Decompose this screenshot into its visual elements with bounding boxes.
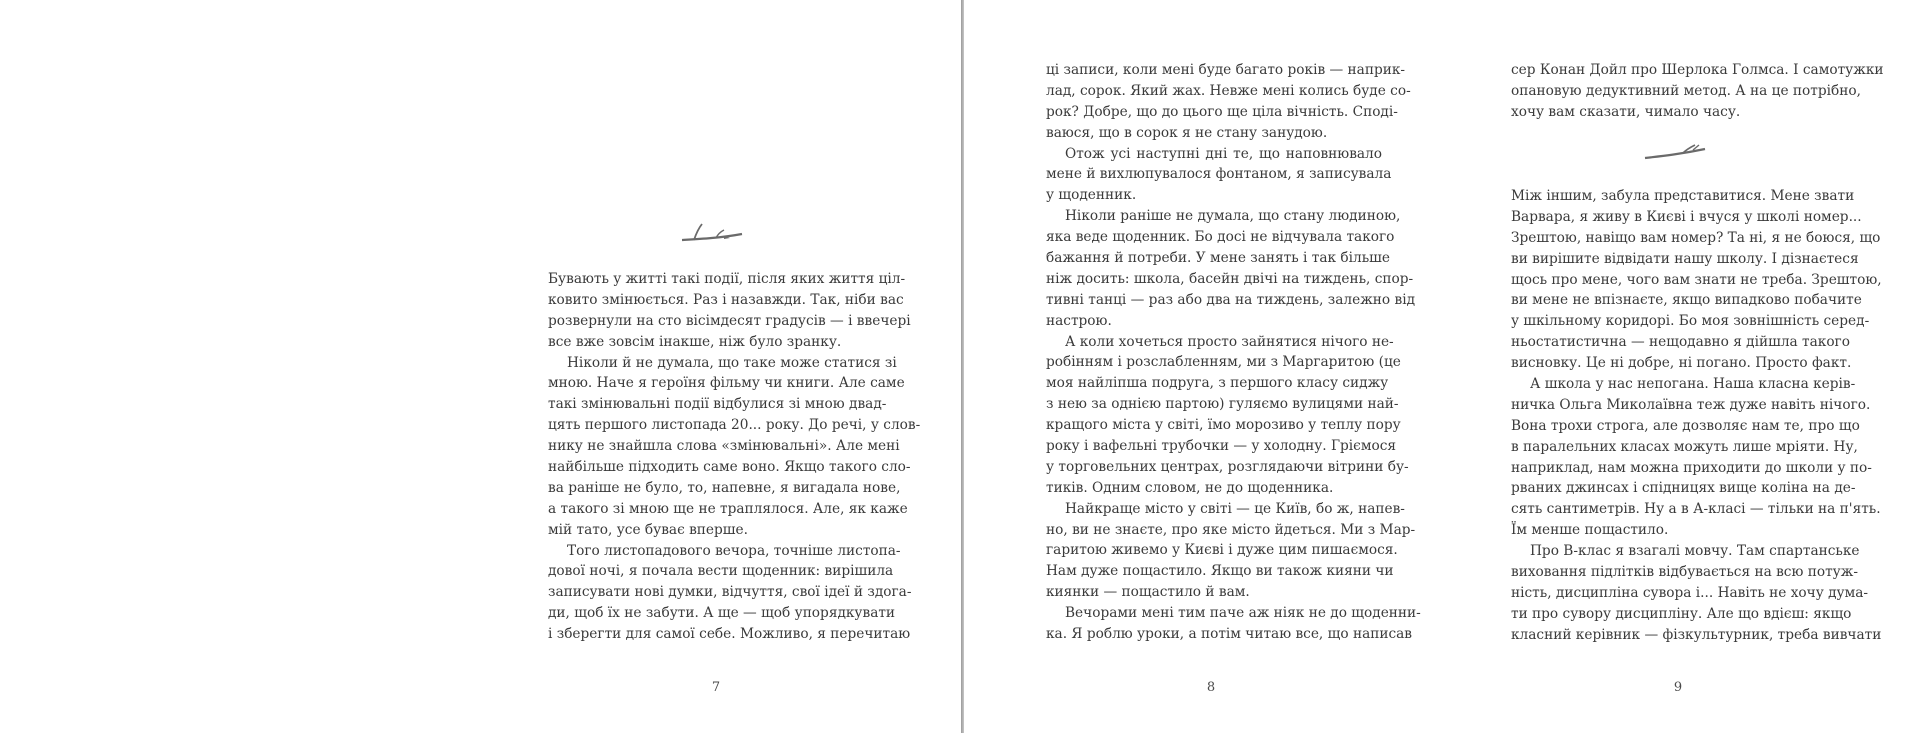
text-line: записувати нові думки, відчуття, свої ідеї й здога- <box>548 584 912 601</box>
text-line: Найкраще місто у світі — це Київ, бо ж, напев- <box>1065 500 1405 517</box>
text-line: Їм менше пощастило. <box>1511 522 1669 539</box>
text-line: у шкільному коридорі. Бо моя зовнішність серед- <box>1511 313 1870 330</box>
text-line: Ніколи й не думала, що таке може статися зі <box>567 354 897 371</box>
text-line: яка веде щоденник. Бо досі не відчувала такого <box>1046 229 1395 246</box>
twig-ornament-icon <box>680 220 744 246</box>
text-line: Отож усі наступні дні те, що наповнювало <box>1065 145 1382 162</box>
text-line: мій тато, усе буває вперше. <box>548 521 748 538</box>
text-line: опановую дедуктивний метод. А на це потрібно, <box>1511 82 1861 99</box>
text-line: розвернули на сто вісімдесят градусів — і ввечері <box>548 312 911 329</box>
book-gutter-divider <box>961 0 964 733</box>
page-number-9: 9 <box>1673 680 1683 695</box>
text-line: сер Конан Дойл про Шерлока Голмса. І самотужки <box>1511 62 1884 78</box>
text-line: рок? Добре, що до цього ще ціла вічність. Споді- <box>1046 103 1398 120</box>
text-line: а такого зі мною ще не траплялося. Але, як каже <box>548 500 908 517</box>
text-line: виховання підлітків відбувається на всю потуж- <box>1511 564 1858 581</box>
text-line: хочу вам сказати, чимало часу. <box>1511 103 1741 120</box>
text-line: ви мене не впізнаєте, якщо випадково побачите <box>1511 292 1862 309</box>
text-line: ти про сувору дисципліну. Але що вдієш: якщо <box>1511 605 1852 622</box>
text-line: тивні танці — раз або два на тиждень, залежно від <box>1046 291 1416 308</box>
text-line: сять сантиметрів. Ну а в А-класі — тільки на п'ять. <box>1511 501 1881 518</box>
text-line: Вона трохи строга, але дозволяє нам те, про що <box>1511 417 1860 434</box>
text-line: робінням і розслабленням, ми з Маргаритою (це <box>1046 354 1401 371</box>
text-line: ці записи, коли мені буде багато років — наприк- <box>1046 62 1406 78</box>
text-line: ничка Ольга Миколаївна теж дуже навіть нічого. <box>1511 396 1871 413</box>
page-9-top-text-column <box>1511 60 1884 123</box>
page-7-text-column <box>548 269 921 645</box>
text-line: моя найліпша подруга, з першого класу сиджу <box>1046 375 1389 392</box>
text-line: Варвара, я живу в Києві і вчуся у школі номер... <box>1511 208 1862 225</box>
twig-ornament-icon <box>1643 141 1707 167</box>
text-line: ка. Я роблю уроки, а потім читаю все, що написав <box>1046 626 1413 643</box>
text-line: і зберегти для самої себе. Можливо, я перечитаю <box>548 626 911 643</box>
text-line: ність, дисципліна сувора і... Навіть не хочу дума- <box>1511 584 1869 601</box>
text-line: в паралельних класах можуть лише мріяти. Ну, <box>1511 438 1858 455</box>
page-number-8: 8 <box>1206 680 1216 695</box>
text-line: висновку. Це ні добре, ні погано. Просто факт. <box>1511 355 1852 372</box>
text-line: Ніколи раніше не думала, що стану людиною, <box>1065 208 1401 225</box>
text-line: киянки — пощастило й вам. <box>1046 584 1250 601</box>
text-line: ньостатистична — нещодавно я дійшла такого <box>1511 334 1850 351</box>
text-line: кращого міста у світі, їмо морозиво у теплу пору <box>1046 417 1401 434</box>
text-line: А коли хочеться просто зайнятися нічого не- <box>1065 333 1394 350</box>
text-line: Вечорами мені тим паче аж ніяк не до щоденни- <box>1065 605 1421 622</box>
text-line: Нам дуже пощастило. Якщо ви також кияни чи <box>1046 563 1394 580</box>
text-line: А школа у нас непогана. Наша класна керів- <box>1530 376 1856 393</box>
text-line: но, ви не знаєте, про яке місто йдеться. Ми з Мар- <box>1046 521 1416 538</box>
text-line: наприклад, нам можна приходити до школи у по- <box>1511 459 1872 476</box>
text-line: нику не знайшла слова «змінювальні». Але мені <box>548 438 900 455</box>
text-line: у щоденник. <box>1046 187 1137 204</box>
text-line: дової ночі, я почала вести щоденник: вирішила <box>548 563 894 580</box>
text-line: гаритою живемо у Києві і дуже цим пишаємося. <box>1046 542 1398 559</box>
text-line: Бувають у житті такі події, після яких життя ціл- <box>548 271 906 287</box>
text-line: Того листопадового вечора, точніше листопа- <box>567 542 901 559</box>
text-line: ніж досить: школа, басейн двічі на тиждень, спор- <box>1046 270 1414 287</box>
text-line: ва раніше не було, то, напевне, я вигадала нове, <box>548 479 901 496</box>
text-line: ди, щоб їх не забути. А ще — щоб упорядкувати <box>548 605 896 622</box>
text-line: мною. Наче я героїня фільму чи книги. Але саме <box>548 375 905 392</box>
text-line: з нею за однією партою) гуляємо вулицями най- <box>1046 396 1399 413</box>
text-line: рваних джинсах і спідницях вище коліна на де- <box>1511 480 1856 497</box>
text-line: найбільше підходить саме воно. Якщо такого сло- <box>548 459 911 476</box>
text-line: настрою. <box>1046 312 1112 329</box>
text-line: класний керівник — фізкультурник, треба вивчати <box>1511 626 1882 643</box>
text-line: року і вафельні трубочки — у холодну. Гріємося <box>1046 438 1397 455</box>
page-9-text-column <box>1511 186 1882 646</box>
page-number-7: 7 <box>711 680 721 695</box>
text-line: у торговельних центрах, розглядаючи вітрини бу- <box>1046 458 1409 475</box>
text-line: тиків. Одним словом, не до щоденника. <box>1046 479 1334 496</box>
text-line: ви вирішите відвідати нашу школу. І дізнаєтеся <box>1511 250 1859 267</box>
text-line: цять першого листопада 20... року. До речі, у слов- <box>548 417 921 434</box>
text-line: бажання й потреби. У мене занять і так більше <box>1046 250 1390 267</box>
page-8-text-column <box>1046 60 1421 645</box>
text-line: мене й вихлюпувалося фонтаном, я записувала <box>1046 166 1392 183</box>
text-line: щось про мене, чого вам знати не треба. Зрештою, <box>1511 271 1882 288</box>
text-line: все вже зовсім інакше, ніж було зранку. <box>548 333 842 350</box>
text-line: Між іншим, забула представитися. Мене звати <box>1511 188 1855 204</box>
text-line: такі змінювальні події відбулися зі мною двад- <box>548 396 887 413</box>
text-line: Зрештою, навіщо вам номер? Та ні, я не боюся, що <box>1511 229 1881 246</box>
text-line: Про В-клас я взагалі мовчу. Там спартанське <box>1530 543 1860 560</box>
text-line: ваюся, що в сорок я не стану занудою. <box>1046 124 1328 141</box>
text-line: лад, сорок. Який жах. Невже мені колись буде со- <box>1046 82 1411 99</box>
text-line: ковито змінюється. Раз і назавжди. Так, ніби вас <box>548 291 904 308</box>
